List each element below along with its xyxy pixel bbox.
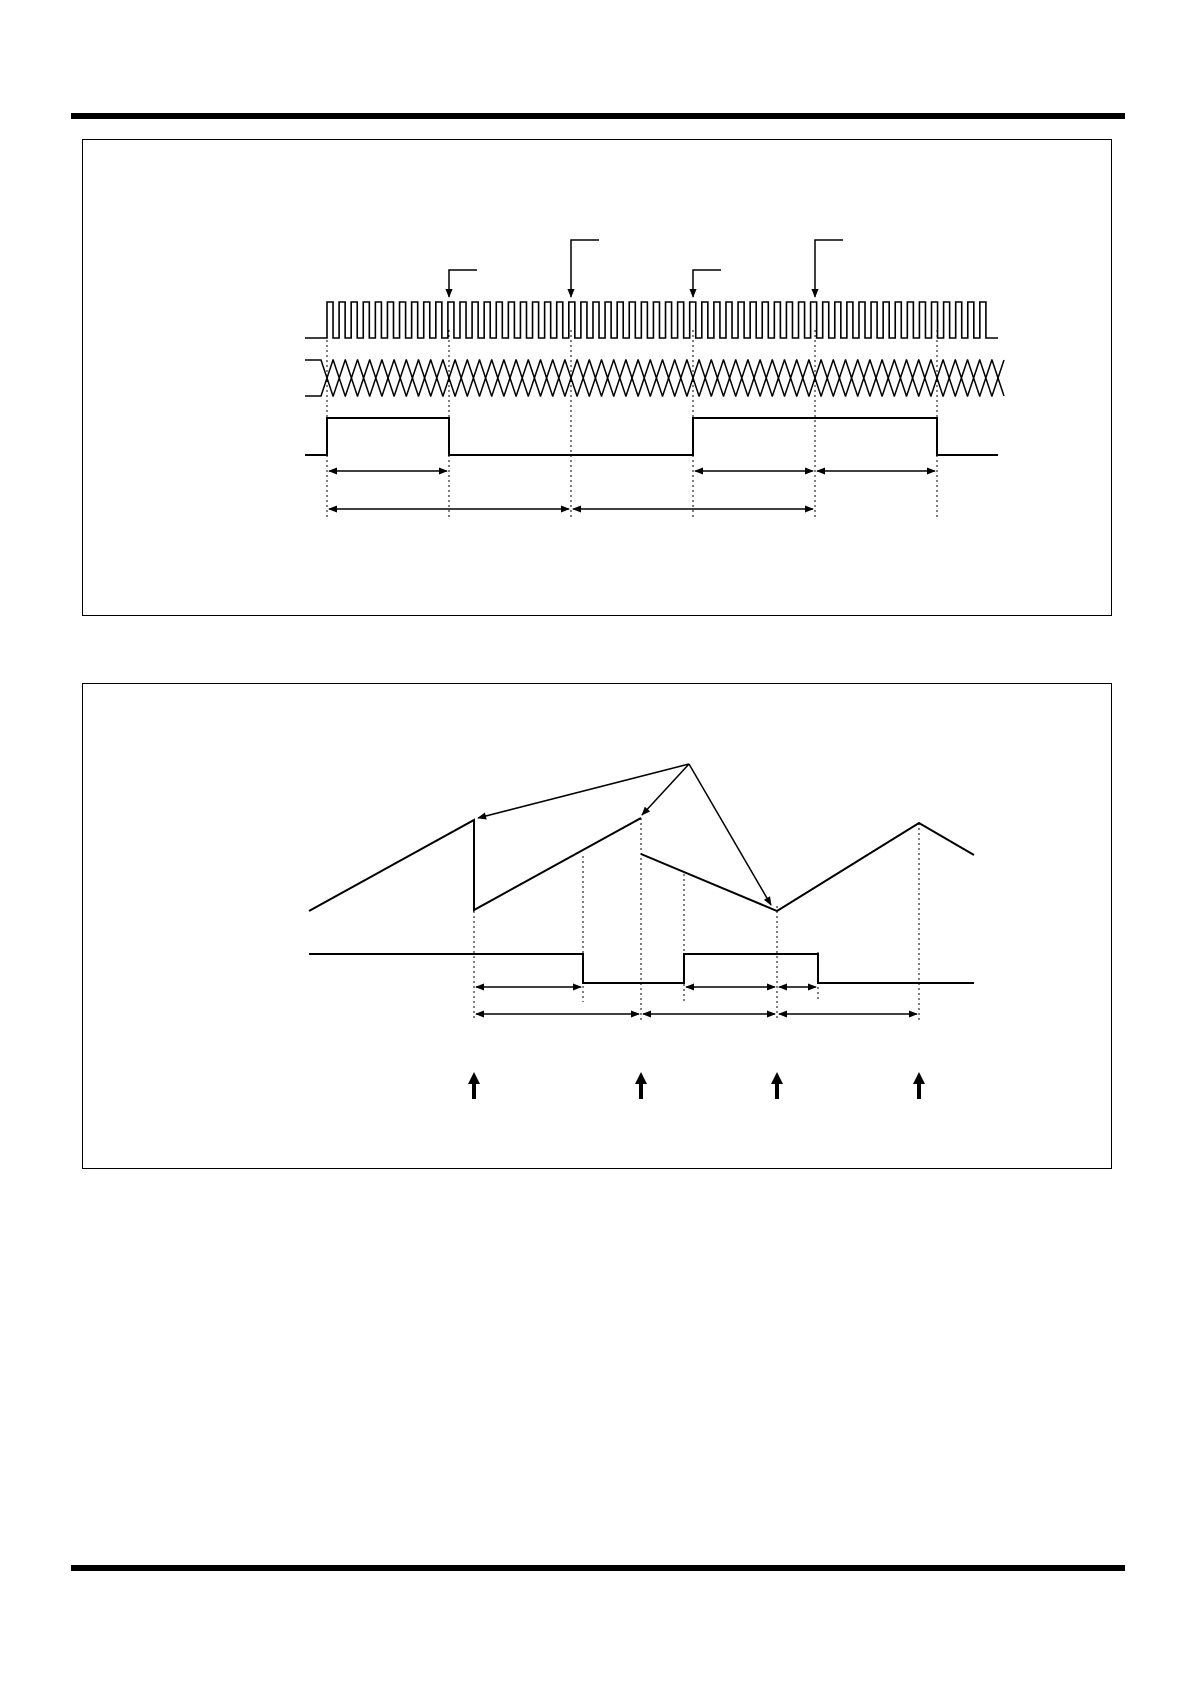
callout-arrow xyxy=(478,764,689,818)
sample-marker-arrow xyxy=(771,1072,783,1099)
timing-span-arrows xyxy=(476,987,917,1014)
sample-markers xyxy=(468,1072,925,1099)
timing-diagram-2 xyxy=(83,684,1111,1168)
clock-waveform xyxy=(305,302,998,338)
callout-arrow xyxy=(642,764,689,815)
edge-callout-arrow xyxy=(815,240,843,297)
timing-figure-panel-2 xyxy=(82,683,1112,1169)
data-bus-lower-line xyxy=(305,378,1004,396)
sample-marker-arrow xyxy=(913,1072,925,1099)
edge-callout-arrow xyxy=(449,270,477,297)
timing-diagram-1 xyxy=(83,140,1111,615)
sample-marker-arrow xyxy=(635,1072,647,1099)
guide-lines xyxy=(474,818,919,1020)
data-bus-waveform xyxy=(305,360,1004,396)
edge-callout-arrows xyxy=(449,240,843,297)
data-bus-upper-line xyxy=(305,360,1004,378)
top-rule xyxy=(71,113,1125,119)
bottom-rule xyxy=(71,1565,1125,1571)
timing-span-arrows xyxy=(329,471,935,509)
callout-arrow xyxy=(689,764,771,905)
sample-marker-arrow xyxy=(468,1072,480,1099)
edge-callout-arrow xyxy=(571,240,599,297)
guide-lines xyxy=(327,330,937,520)
timing-figure-panel-1 xyxy=(82,139,1112,616)
gate-waveform xyxy=(305,418,998,455)
edge-callout-arrow xyxy=(693,270,721,297)
